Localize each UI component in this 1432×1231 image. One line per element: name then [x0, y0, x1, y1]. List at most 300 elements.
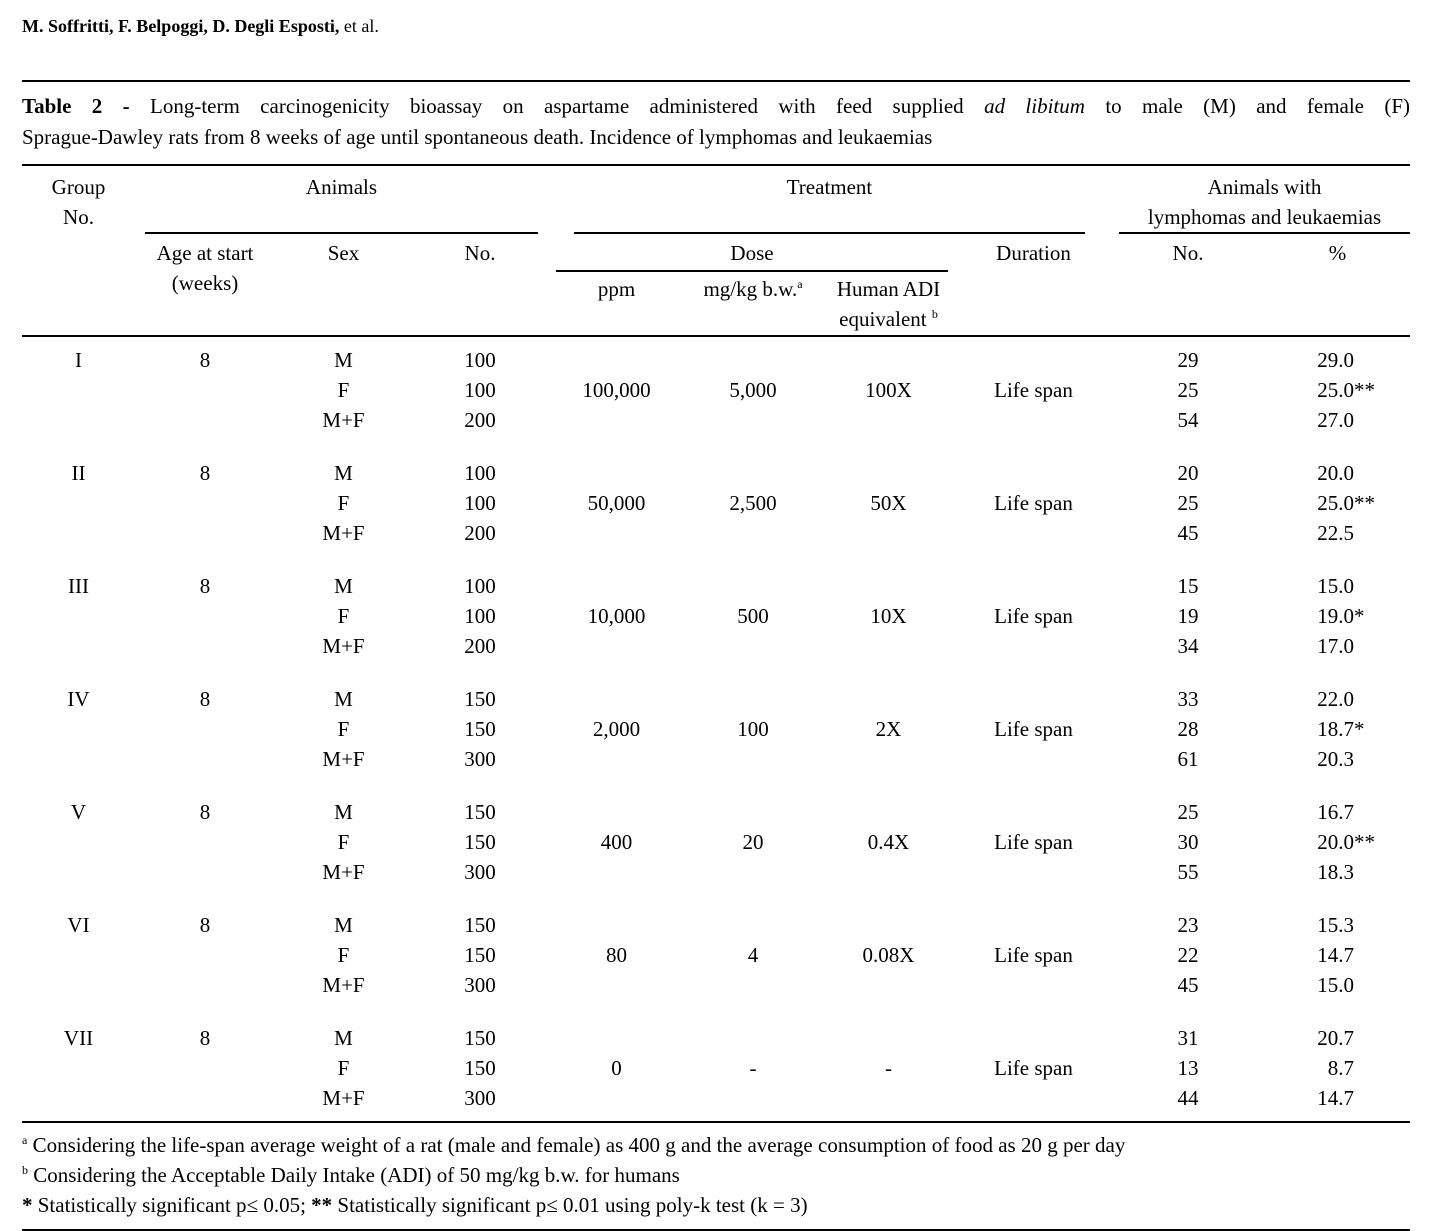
cell-sex: M: [334, 1026, 353, 1050]
footnote-sig2-text: Statistically significant p≤ 0.01 using poly-k test (k = 3): [332, 1193, 808, 1217]
cell-group-no: [22, 518, 135, 548]
cell-dose-ppm: [548, 548, 685, 601]
col-header-age: [135, 234, 275, 336]
cell-dose-adi: [821, 661, 956, 714]
cell-age: 8: [199, 913, 211, 937]
cell-group-no: I: [75, 348, 82, 372]
authors-etal: et al.: [339, 16, 379, 36]
cell-sex: M: [334, 687, 353, 711]
caption-text-pre: Long-term carcinogenicity bioassay on aspartame administered with feed supplied: [150, 94, 964, 118]
table-row-group-I-F: [22, 375, 1410, 405]
cell-animals-no: 150: [464, 1026, 496, 1050]
cell-animals-no: 150: [464, 943, 496, 967]
col-header-adi: [821, 272, 956, 336]
cell-animals-no: 200: [464, 521, 496, 545]
caption-label: Table 2 -: [22, 94, 130, 118]
cell-dose-mgkg: 5,000: [729, 378, 777, 402]
cell-lymph-pct: [1265, 744, 1410, 774]
cell-lymph-pct: [1265, 435, 1410, 488]
cell-duration: Life span: [994, 378, 1073, 402]
cell-dose-adi: [821, 518, 956, 548]
col-group-animals-label: Animals: [305, 175, 378, 199]
cell-sex: M+F: [322, 521, 365, 545]
cell-lymph-no: 25: [1177, 378, 1199, 402]
table-row-group-VI-M+F: [22, 970, 1410, 1000]
col-header-age-line1: Age at start: [156, 241, 254, 265]
cell-group-no: II: [71, 461, 86, 485]
cell-lymph-no: 28: [1177, 717, 1199, 741]
footnote-b: [22, 1160, 1410, 1190]
cell-duration: [956, 744, 1111, 774]
col-header-lymph-no: No.: [1172, 241, 1204, 265]
table-header: [22, 165, 1410, 336]
cell-sex: M+F: [322, 973, 365, 997]
cell-dose-ppm: 50,000: [587, 491, 646, 515]
cell-age: 8: [199, 800, 211, 824]
footnote-a-marker: a: [22, 1133, 28, 1147]
col-header-group-line2: No.: [63, 205, 94, 229]
table-row-group-VI-F: [22, 940, 1410, 970]
table-row-group-II-M+F: [22, 518, 1410, 548]
cell-group-no: [22, 940, 135, 970]
cell-lymph-no: 25: [1177, 491, 1199, 515]
col-header-mgkg-label: mg/kg b.w.: [703, 277, 798, 301]
table-row-group-IV-F: [22, 714, 1410, 744]
cell-dose-adi: [821, 336, 956, 375]
cell-animals-no: 150: [464, 800, 496, 824]
cell-group-no: V: [70, 800, 87, 824]
cell-lymph-no: 15: [1177, 574, 1199, 598]
cell-group-no: [22, 601, 135, 631]
col-header-dose-label: Dose: [730, 241, 774, 265]
cell-sex: F: [337, 604, 350, 628]
col-group-lymphomas-line2: lymphomas and leukaemias: [1147, 205, 1382, 229]
cell-dose-ppm: [548, 336, 685, 375]
cell-duration: [956, 405, 1111, 435]
cell-dose-mgkg: [685, 857, 821, 887]
cell-dose-adi: 100X: [865, 378, 912, 402]
cell-group-no: [22, 375, 135, 405]
col-group-animals: [135, 165, 548, 234]
cell-lymph-pct: [1265, 631, 1410, 661]
cell-group-no: III: [68, 574, 89, 598]
footnote-b-text: Considering the Acceptable Daily Intake (ADI) of 50 mg/kg b.w. for humans: [28, 1163, 680, 1187]
cell-animals-no: 300: [464, 1086, 496, 1110]
table-row-group-III-M+F: [22, 631, 1410, 661]
table-row-group-IV-M+F: [22, 744, 1410, 774]
cell-sex: M+F: [322, 1086, 365, 1110]
footnotes: [22, 1123, 1410, 1229]
cell-animals-no: 150: [464, 1056, 496, 1080]
cell-lymph-no: 29: [1177, 348, 1199, 372]
cell-age: 8: [199, 348, 211, 372]
col-group-treatment: [548, 165, 1111, 234]
pct-value: 18.7: [1317, 717, 1354, 741]
cell-dose-adi: [821, 1000, 956, 1053]
cell-lymph-pct: [1265, 336, 1410, 375]
cell-dose-ppm: [548, 970, 685, 1000]
cell-duration: [956, 887, 1111, 940]
cell-duration: Life span: [994, 717, 1073, 741]
col-header-dose: [548, 234, 956, 272]
col-header-group: [22, 165, 135, 336]
cell-dose-mgkg: 100: [737, 717, 769, 741]
cell-dose-ppm: [548, 774, 685, 827]
pct-value: 19.0: [1317, 604, 1354, 628]
cell-lymph-pct: 25.0**: [1317, 378, 1375, 402]
cell-duration: [956, 1000, 1111, 1053]
cell-dose-adi: -: [885, 1056, 892, 1080]
cell-group-no: [22, 970, 135, 1000]
cell-dose-mgkg: [685, 548, 821, 601]
cell-lymph-no: 23: [1177, 913, 1199, 937]
cell-dose-ppm: [548, 744, 685, 774]
cell-age: [135, 714, 275, 744]
cell-animals-no: 150: [464, 687, 496, 711]
table-row-group-V-M+F: [22, 857, 1410, 887]
pct-value: 20.3: [1317, 747, 1354, 771]
cell-group-no: [22, 1083, 135, 1122]
cell-dose-adi: [821, 631, 956, 661]
cell-sex: M+F: [322, 747, 365, 771]
cell-age: 8: [199, 574, 211, 598]
cell-animals-no: 100: [464, 348, 496, 372]
cell-lymph-pct: [1265, 1000, 1410, 1053]
cell-lymph-no: 61: [1177, 747, 1199, 771]
cell-lymph-pct: [1265, 774, 1410, 827]
cell-lymph-no: 54: [1177, 408, 1199, 432]
cell-sex: M+F: [322, 408, 365, 432]
cell-lymph-pct: 25.0**: [1317, 491, 1375, 515]
col-group-lymphomas: [1111, 165, 1410, 234]
cell-duration: [956, 1083, 1111, 1122]
cell-lymph-pct: [1265, 1053, 1410, 1083]
cell-dose-adi: 10X: [870, 604, 907, 628]
pct-value: 14.7: [1317, 943, 1354, 967]
pct-value: 22.5: [1317, 521, 1354, 545]
cell-dose-adi: [821, 887, 956, 940]
cell-age: [135, 1053, 275, 1083]
cell-dose-mgkg: [685, 661, 821, 714]
cell-sex: M: [334, 800, 353, 824]
col-header-adi-line1: Human ADI: [836, 277, 941, 301]
cell-dose-ppm: [548, 1000, 685, 1053]
cell-group-no: [22, 488, 135, 518]
cell-group-no: [22, 714, 135, 744]
cell-duration: [956, 857, 1111, 887]
footnote-b-marker: b: [22, 1163, 28, 1177]
cell-animals-no: 100: [464, 378, 496, 402]
cell-animals-no: 300: [464, 747, 496, 771]
cell-dose-mgkg: [685, 774, 821, 827]
cell-sex: F: [337, 378, 350, 402]
table-caption: [22, 91, 1410, 153]
cell-animals-no: 200: [464, 634, 496, 658]
cell-group-no: [22, 744, 135, 774]
table-row-group-III-F: [22, 601, 1410, 631]
cell-group-no: IV: [67, 687, 90, 711]
col-header-mgkg: [685, 272, 821, 336]
cell-sex: M: [334, 913, 353, 937]
cell-lymph-no: 44: [1177, 1086, 1199, 1110]
cell-group-no: [22, 1053, 135, 1083]
cell-dose-ppm: 10,000: [587, 604, 646, 628]
cell-lymph-pct: [1265, 548, 1410, 601]
col-header-ppm: ppm: [597, 277, 636, 301]
cell-duration: [956, 548, 1111, 601]
pct-value: 8.7: [1327, 1056, 1354, 1080]
cell-age: [135, 518, 275, 548]
cell-dose-adi: [821, 1083, 956, 1122]
cell-group-no: [22, 857, 135, 887]
cell-age: [135, 631, 275, 661]
table-body: [22, 336, 1410, 1122]
cell-age: [135, 744, 275, 774]
cell-lymph-no: 20: [1177, 461, 1199, 485]
col-header-adi-line2: equivalent $^b$: [839, 307, 938, 331]
cell-animals-no: 300: [464, 973, 496, 997]
pct-value: 15.0: [1317, 973, 1354, 997]
cell-animals-no: 150: [464, 913, 496, 937]
cell-lymph-pct: [1265, 1083, 1410, 1122]
footnote-sig1-marker: *: [22, 1193, 33, 1217]
cell-sex: M: [334, 348, 353, 372]
cell-dose-ppm: [548, 435, 685, 488]
cell-dose-mgkg: [685, 435, 821, 488]
cell-animals-no: 100: [464, 461, 496, 485]
cell-age: [135, 601, 275, 631]
cell-duration: [956, 435, 1111, 488]
cell-dose-adi: [821, 857, 956, 887]
caption-text-post: to male (M) and female (F): [1105, 94, 1411, 118]
results-table: [22, 164, 1410, 1123]
table-row-group-III-M: [22, 548, 1410, 601]
cell-lymph-no: 25: [1177, 800, 1199, 824]
col-header-duration: Duration: [996, 241, 1071, 265]
col-header-age-line2: (weeks): [171, 271, 239, 295]
cell-dose-mgkg: [685, 1000, 821, 1053]
pct-value: 17.0: [1317, 634, 1354, 658]
cell-duration: Life span: [994, 604, 1073, 628]
cell-age: [135, 940, 275, 970]
cell-dose-adi: [821, 744, 956, 774]
table-row-group-VII-F: [22, 1053, 1410, 1083]
cell-animals-no: 100: [464, 574, 496, 598]
pct-value: 25.0: [1317, 491, 1354, 515]
cell-sex: M: [334, 461, 353, 485]
caption-line-2: Sprague-Dawley rats from 8 weeks of age until spontaneous death. Incidence of lymphomas and leukaemias: [22, 125, 933, 149]
cell-dose-adi: 50X: [870, 491, 907, 515]
cell-sex: F: [337, 830, 350, 854]
cell-dose-ppm: [548, 631, 685, 661]
pct-value: 20.0: [1317, 461, 1354, 485]
cell-dose-mgkg: 4: [747, 943, 759, 967]
cell-animals-no: 100: [464, 491, 496, 515]
cell-dose-adi: 2X: [875, 717, 902, 741]
cell-duration: Life span: [994, 491, 1073, 515]
table-row-group-V-F: [22, 827, 1410, 857]
cell-dose-ppm: [548, 405, 685, 435]
cell-sex: F: [337, 717, 350, 741]
cell-dose-ppm: [548, 1083, 685, 1122]
authors-line: [22, 14, 1410, 38]
cell-duration: Life span: [994, 1056, 1073, 1080]
caption-italic: ad libitum: [984, 94, 1085, 118]
cell-lymph-pct: [1265, 970, 1410, 1000]
table-row-group-VII-M: [22, 1000, 1410, 1053]
cell-animals-no: 300: [464, 860, 496, 884]
cell-duration: [956, 970, 1111, 1000]
cell-lymph-no: 13: [1177, 1056, 1199, 1080]
cell-dose-mgkg: [685, 631, 821, 661]
cell-dose-mgkg: 20: [742, 830, 764, 854]
cell-dose-mgkg: [685, 336, 821, 375]
cell-lymph-pct: [1265, 518, 1410, 548]
cell-sex: M+F: [322, 634, 365, 658]
footnote-marker-a: a: [797, 277, 803, 291]
footnote-sig1-text: Statistically significant p≤ 0.05;: [32, 1193, 312, 1217]
cell-duration: [956, 631, 1111, 661]
cell-duration: Life span: [994, 943, 1073, 967]
cell-animals-no: 100: [464, 604, 496, 628]
cell-animals-no: 150: [464, 830, 496, 854]
cell-dose-ppm: [548, 661, 685, 714]
cell-group-no: [22, 631, 135, 661]
cell-dose-ppm: [548, 857, 685, 887]
cell-age: 8: [199, 1026, 211, 1050]
pct-value: 14.7: [1317, 1086, 1354, 1110]
cell-group-no: VII: [63, 1026, 94, 1050]
cell-dose-ppm: [548, 518, 685, 548]
col-header-sex: Sex: [327, 241, 360, 265]
cell-lymph-no: 19: [1177, 604, 1199, 628]
cell-dose-ppm: 400: [600, 830, 633, 854]
table-row-group-VI-M: [22, 887, 1410, 940]
cell-dose-ppm: 2,000: [592, 717, 641, 741]
cell-duration: Life span: [994, 830, 1073, 854]
col-group-lymphomas-line1: Animals with: [1207, 175, 1322, 199]
cell-dose-mgkg: [685, 970, 821, 1000]
cell-sex: M+F: [322, 860, 365, 884]
pct-value: 25.0: [1317, 378, 1354, 402]
cell-age: [135, 857, 275, 887]
cell-dose-adi: [821, 774, 956, 827]
cell-dose-ppm: 80: [606, 943, 627, 967]
table-row-group-I-M+F: [22, 405, 1410, 435]
pct-value: 29.0: [1317, 348, 1354, 372]
cell-lymph-no: 33: [1177, 687, 1199, 711]
cell-group-no: [22, 405, 135, 435]
cell-lymph-pct: 20.0**: [1317, 830, 1375, 854]
cell-dose-mgkg: [685, 518, 821, 548]
cell-dose-mgkg: -: [749, 1056, 757, 1080]
authors-bold: M. Soffritti, F. Belpoggi, D. Degli Esposti,: [22, 16, 340, 36]
cell-dose-mgkg: [685, 887, 821, 940]
cell-age: [135, 1083, 275, 1122]
pct-value: 18.3: [1317, 860, 1354, 884]
cell-lymph-no: 31: [1177, 1026, 1199, 1050]
cell-lymph-no: 34: [1177, 634, 1199, 658]
cell-age: [135, 970, 275, 1000]
cell-dose-adi: 0.4X: [867, 830, 910, 854]
cell-dose-ppm: 100,000: [582, 378, 651, 402]
footnote-marker-b: b: [931, 307, 938, 321]
cell-dose-mgkg: 2,500: [729, 491, 777, 515]
cell-age: 8: [199, 461, 211, 485]
cell-lymph-no: 45: [1177, 973, 1199, 997]
cell-sex: F: [337, 943, 350, 967]
cell-age: [135, 375, 275, 405]
pct-value: 16.7: [1317, 800, 1354, 824]
cell-lymph-no: 55: [1177, 860, 1199, 884]
col-group-treatment-label: Treatment: [786, 175, 873, 199]
cell-animals-no: 200: [464, 408, 496, 432]
table-row-group-V-M: [22, 774, 1410, 827]
col-header-animals-no: No.: [464, 241, 496, 265]
cell-lymph-no: 30: [1177, 830, 1199, 854]
pct-value: 15.0: [1317, 574, 1354, 598]
horizontal-rule-top: [22, 80, 1410, 82]
cell-duration: [956, 774, 1111, 827]
cell-group-no: [22, 827, 135, 857]
cell-age: [135, 488, 275, 518]
pct-value: 20.7: [1317, 1026, 1354, 1050]
cell-lymph-pct: 18.7*: [1317, 717, 1365, 741]
table-row-group-I-M: [22, 336, 1410, 375]
cell-sex: F: [337, 1056, 350, 1080]
table-row-group-II-F: [22, 488, 1410, 518]
cell-age: [135, 827, 275, 857]
cell-age: 8: [199, 687, 211, 711]
cell-lymph-no: 45: [1177, 521, 1199, 545]
table-row-group-VII-M+F: [22, 1083, 1410, 1122]
cell-dose-mgkg: [685, 744, 821, 774]
caption-line-1: [22, 91, 1410, 122]
col-header-group-line1: Group: [51, 175, 106, 199]
cell-lymph-pct: [1265, 940, 1410, 970]
pct-value: 15.3: [1317, 913, 1354, 937]
pct-value: 27.0: [1317, 408, 1354, 432]
table-row-group-II-M: [22, 435, 1410, 488]
pct-value: 20.0: [1317, 830, 1354, 854]
cell-group-no: VI: [67, 913, 90, 937]
cell-lymph-pct: [1265, 405, 1410, 435]
cell-dose-adi: [821, 548, 956, 601]
pct-value: 22.0: [1317, 687, 1354, 711]
footnote-sig2-marker: **: [311, 1193, 333, 1217]
table-row-group-IV-M: [22, 661, 1410, 714]
cell-duration: [956, 518, 1111, 548]
cell-dose-mgkg: [685, 1083, 821, 1122]
footnote-significance: [22, 1190, 1410, 1220]
cell-sex: F: [337, 491, 350, 515]
cell-lymph-pct: 19.0*: [1317, 604, 1365, 628]
cell-dose-mgkg: [685, 405, 821, 435]
cell-lymph-pct: [1265, 661, 1410, 714]
cell-sex: M: [334, 574, 353, 598]
cell-dose-mgkg: 500: [737, 604, 769, 628]
cell-lymph-no: 22: [1177, 943, 1199, 967]
cell-animals-no: 150: [464, 717, 496, 741]
col-header-lymph-pct: %: [1328, 241, 1347, 265]
cell-dose-adi: [821, 970, 956, 1000]
footnote-a: [22, 1130, 1410, 1160]
footnote-a-text: Considering the life-span average weight of a rat (male and female) as 400 g and the average consumption of food as 20 g per day: [27, 1133, 1126, 1157]
cell-lymph-pct: [1265, 887, 1410, 940]
cell-age: [135, 405, 275, 435]
cell-dose-ppm: [548, 887, 685, 940]
cell-dose-adi: [821, 405, 956, 435]
